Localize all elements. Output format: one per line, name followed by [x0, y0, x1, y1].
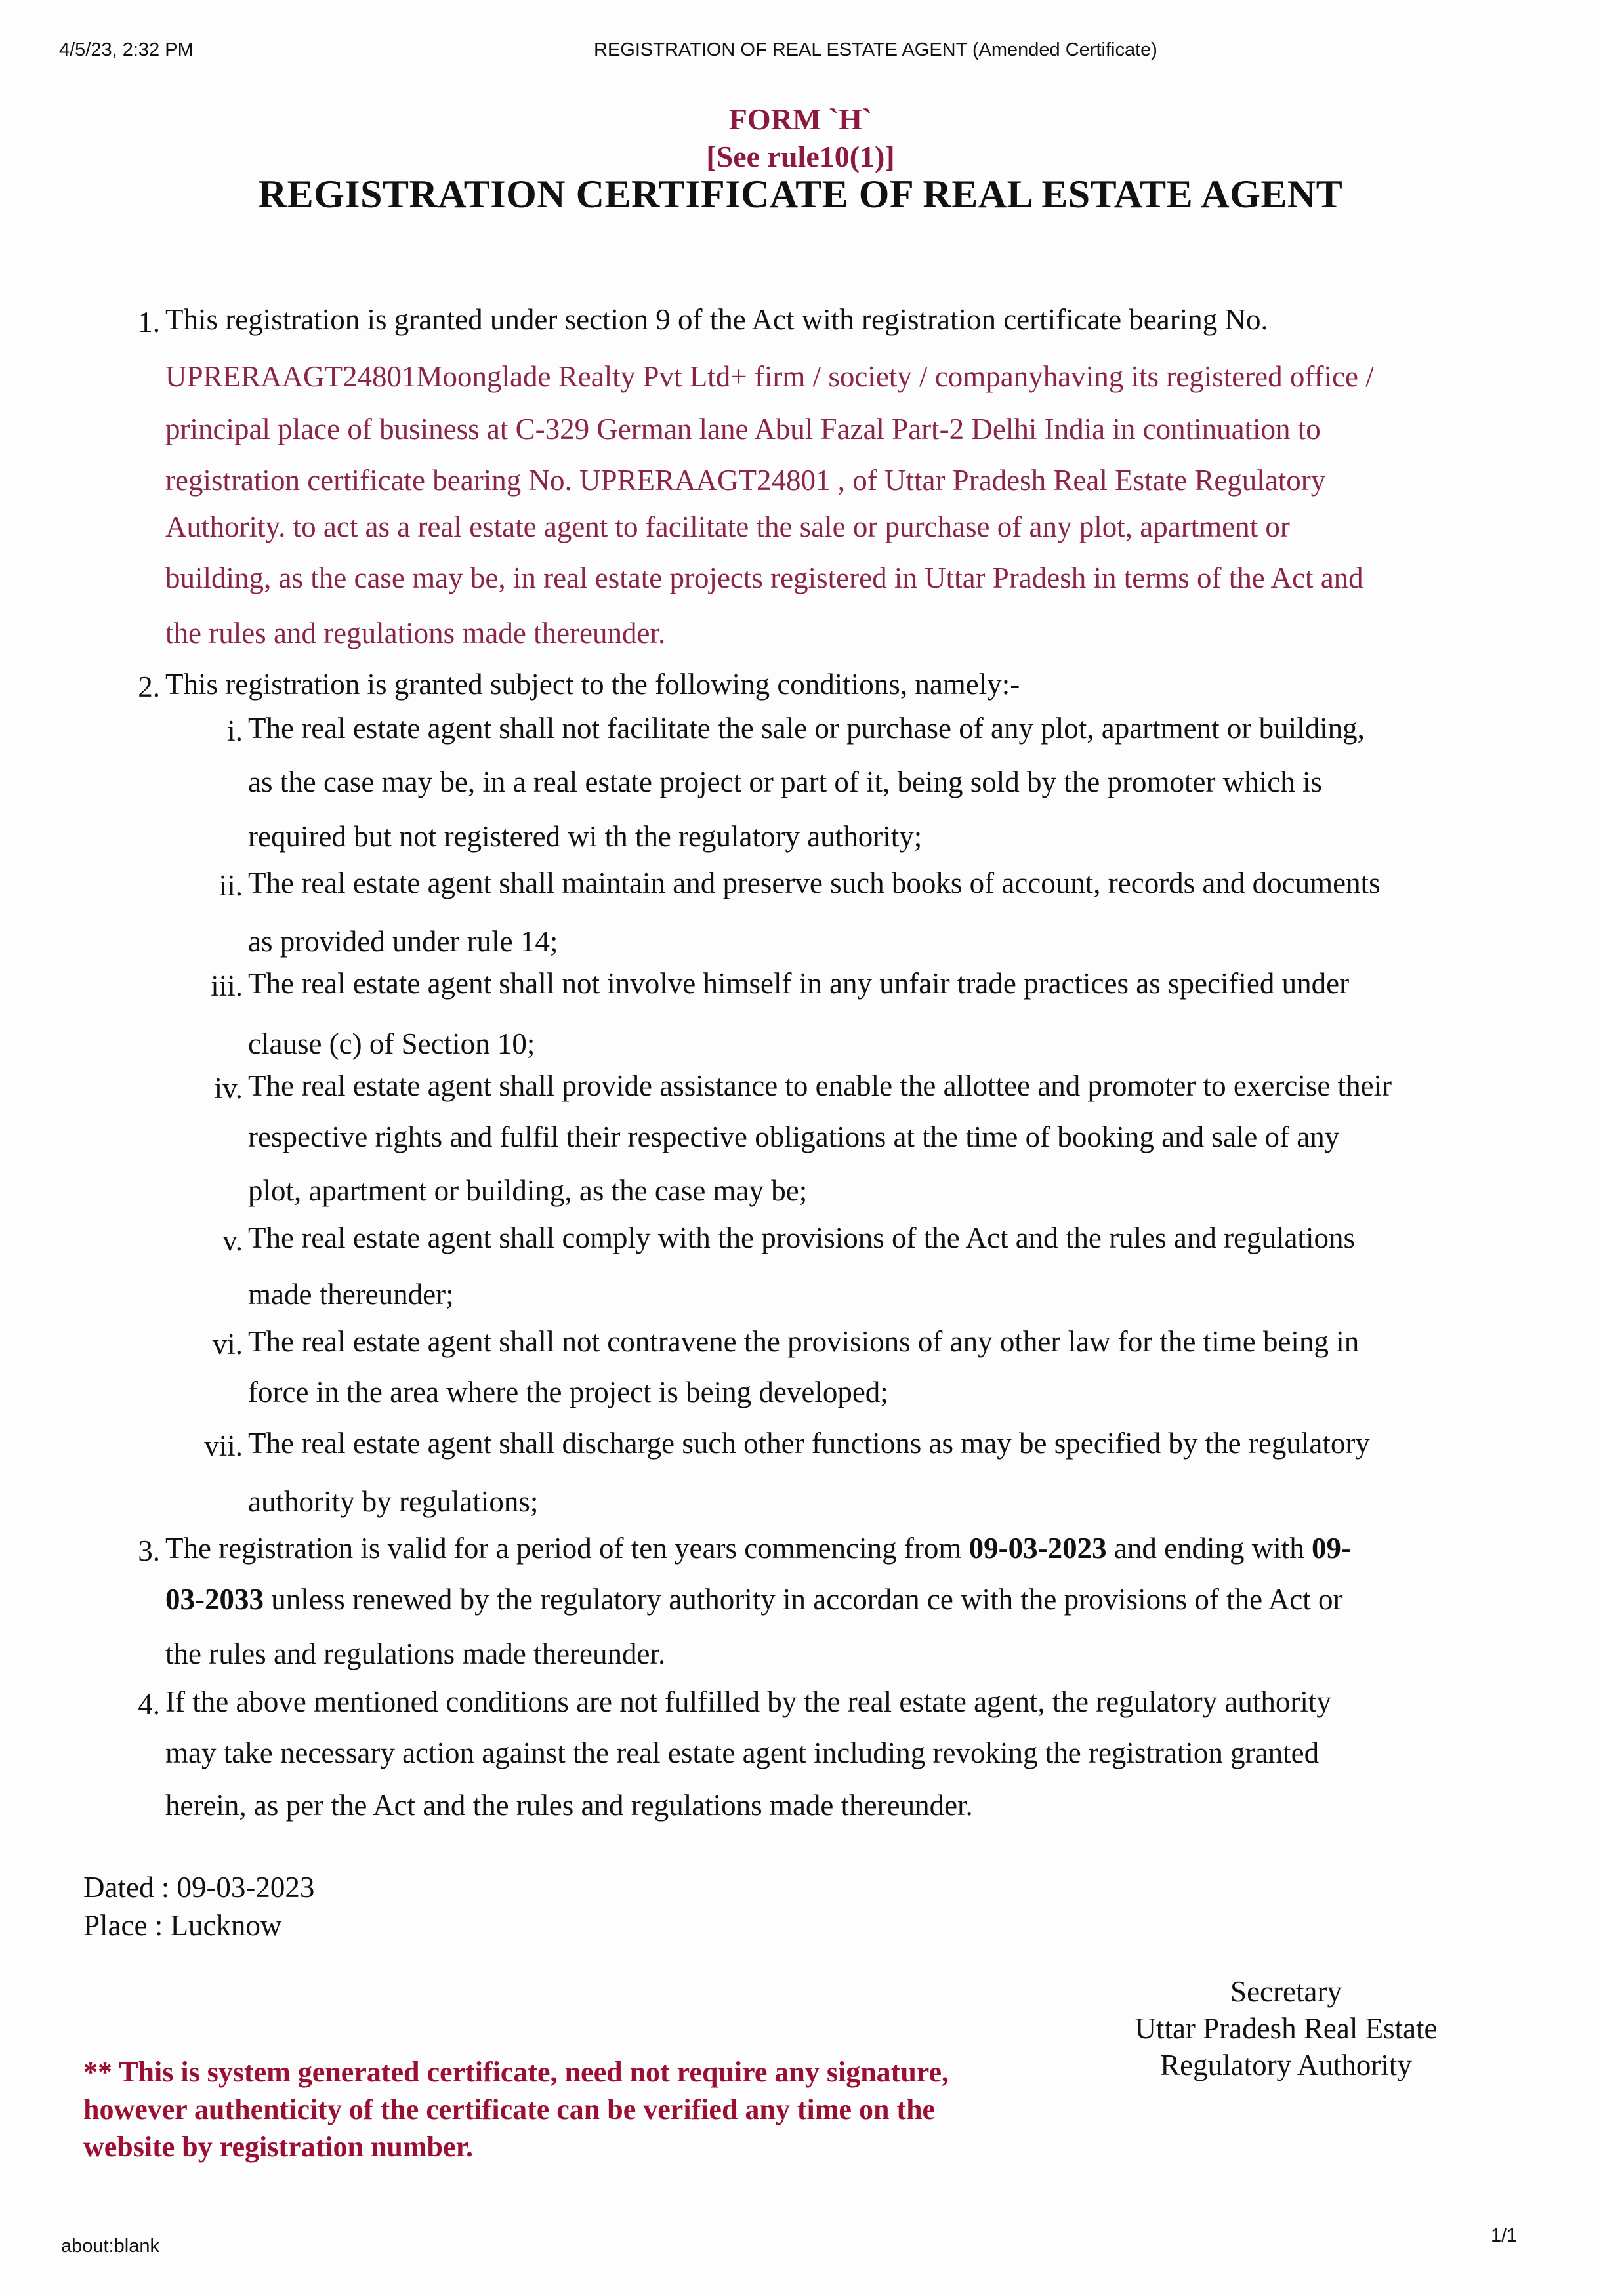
text-segment: authority by regulations; — [248, 1485, 539, 1518]
text-segment: and ending with — [1106, 1532, 1312, 1565]
body-line — [165, 305, 1268, 335]
body-line — [165, 1639, 665, 1669]
text-segment: plot, apartment or building, as the case may be; — [248, 1174, 808, 1207]
body-line — [248, 1122, 1339, 1152]
body-line — [248, 1429, 1370, 1458]
text-segment: The real estate agent shall not involve himself in any unfair trade practices as specified under — [248, 967, 1350, 1000]
text-segment: UPRERAAGT24801Moonglade Realty Pvt Ltd+ firm / society / companyhaving its registered office / — [165, 360, 1374, 393]
body-line — [248, 1223, 1355, 1253]
text-segment: The real estate agent shall not facilitate the sale or purchase of any plot, apartment or building, — [248, 712, 1365, 745]
body-line — [248, 1029, 535, 1059]
text-segment: made thereunder; — [248, 1278, 454, 1311]
list-number: ii. — [218, 869, 243, 902]
date-value: 09-03-2023 — [968, 1532, 1107, 1565]
date-value: 09- — [1312, 1532, 1352, 1565]
text-segment: building, as the case may be, in real estate projects registered in Uttar Pradesh in terms of the Act and — [165, 562, 1363, 594]
list-number: 2. — [138, 670, 160, 703]
body-line — [248, 869, 1381, 898]
list-number: 1. — [138, 306, 160, 338]
signatory-title: Secretary — [1230, 1975, 1342, 2008]
text-segment: required but not registered wi th the regulatory authority; — [248, 820, 923, 853]
print-page-number: 1/1 — [1491, 2225, 1518, 2246]
list-number: 4. — [138, 1688, 160, 1721]
footnote-line: website by registration number. — [83, 2131, 473, 2163]
text-segment: force in the area where the project is being developed; — [248, 1376, 888, 1408]
body-line — [165, 512, 1290, 542]
body-line — [165, 1534, 1351, 1563]
list-number: i. — [227, 714, 243, 747]
body-line — [248, 768, 1322, 797]
list-number: vii. — [204, 1429, 243, 1462]
form-label: FORM `H` — [728, 102, 873, 136]
text-segment: The real estate agent shall discharge such other functions as may be specified by the regulatory — [248, 1427, 1370, 1460]
body-line — [248, 1280, 454, 1309]
text-segment: as the case may be, in a real estate project or part of it, being sold by the promoter which is — [248, 766, 1322, 798]
body-line — [165, 362, 1374, 392]
text-segment: the rules and regulations made thereunder. — [165, 617, 666, 649]
text-segment: unless renewed by the regulatory authority in accordan ce with the provisions of the Act or — [264, 1583, 1343, 1616]
text-segment: principal place of business at C-329 German lane Abul Fazal Part-2 Delhi India in continuation to — [165, 413, 1321, 445]
footnote-line: ** This is system generated certificate, need not require any signature, — [83, 2056, 949, 2088]
text-segment: The real estate agent shall maintain and preserve such books of account, records and documents — [248, 867, 1381, 899]
body-line — [248, 1071, 1392, 1101]
rule-reference: [See rule10(1)] — [706, 140, 895, 173]
text-segment: registration certificate bearing No. UPRERAAGT24801 , of Uttar Pradesh Real Estate Regulatory — [165, 464, 1326, 497]
list-number: iv. — [214, 1072, 243, 1105]
signatory-org-line1: Uttar Pradesh Real Estate — [1134, 2012, 1438, 2045]
body-line — [248, 714, 1365, 743]
text-segment: herein, as per the Act and the rules and regulations made thereunder. — [165, 1789, 973, 1822]
body-line — [165, 670, 1020, 699]
text-segment: may take necessary action against the real estate agent including revoking the registration granted — [165, 1736, 1320, 1769]
body-line — [165, 1585, 1343, 1614]
body-line — [248, 969, 1349, 998]
text-segment: If the above mentioned conditions are not fulfilled by the real estate agent, the regulatory authority — [165, 1685, 1331, 1718]
body-line — [248, 1487, 538, 1517]
date-value: 03-2033 — [165, 1583, 264, 1616]
list-number: 3. — [138, 1534, 160, 1567]
text-segment: as provided under rule 14; — [248, 925, 558, 958]
text-segment: The real estate agent shall comply with the provisions of the Act and the rules and regulations — [248, 1221, 1356, 1254]
body-line — [248, 822, 922, 851]
dated: Dated : 09-03-2023 — [83, 1871, 315, 1904]
print-page-title: REGISTRATION OF REAL ESTATE AGENT (Amended Certificate) — [594, 39, 1157, 60]
text-segment: Authority. to act as a real estate agent to facilitate the sale or purchase of any plot, apartment or — [165, 510, 1290, 543]
text-segment: respective rights and fulfil their respective obligations at the time of booking and sale of any — [248, 1120, 1340, 1153]
body-line — [165, 1791, 973, 1820]
body-line — [165, 415, 1321, 444]
list-number: v. — [222, 1224, 243, 1257]
print-datetime: 4/5/23, 2:32 PM — [59, 39, 194, 60]
body-line — [165, 1738, 1319, 1768]
text-segment: This registration is granted under section 9 of the Act with registration certificate bearing No. — [165, 303, 1268, 336]
footnote-line: however authenticity of the certificate can be verified any time on the — [83, 2093, 936, 2125]
body-line — [248, 1176, 807, 1206]
body-line — [165, 619, 665, 648]
body-line — [248, 1327, 1359, 1357]
text-segment: This registration is granted subject to the following conditions, namely:- — [165, 668, 1020, 701]
body-line — [248, 927, 558, 956]
body-line — [165, 466, 1325, 495]
body-line — [165, 1687, 1331, 1717]
body-line — [165, 564, 1363, 593]
place: Place : Lucknow — [83, 1909, 282, 1942]
body-line — [248, 1378, 888, 1407]
list-number: iii. — [211, 970, 243, 1002]
text-segment: The real estate agent shall not contravene the provisions of any other law for the time being in — [248, 1325, 1360, 1358]
print-url: about:blank — [61, 2236, 159, 2257]
text-segment: the rules and regulations made thereunder. — [165, 1637, 666, 1670]
certificate-title: REGISTRATION CERTIFICATE OF REAL ESTATE AGENT — [258, 173, 1343, 216]
text-segment: The registration is valid for a period of ten years commencing from — [165, 1532, 969, 1565]
list-number: vi. — [212, 1328, 243, 1361]
text-segment: clause (c) of Section 10; — [248, 1027, 535, 1060]
signatory-org-line2: Regulatory Authority — [1160, 2049, 1412, 2081]
text-segment: The real estate agent shall provide assistance to enable the allottee and promoter to exercise their — [248, 1069, 1392, 1102]
